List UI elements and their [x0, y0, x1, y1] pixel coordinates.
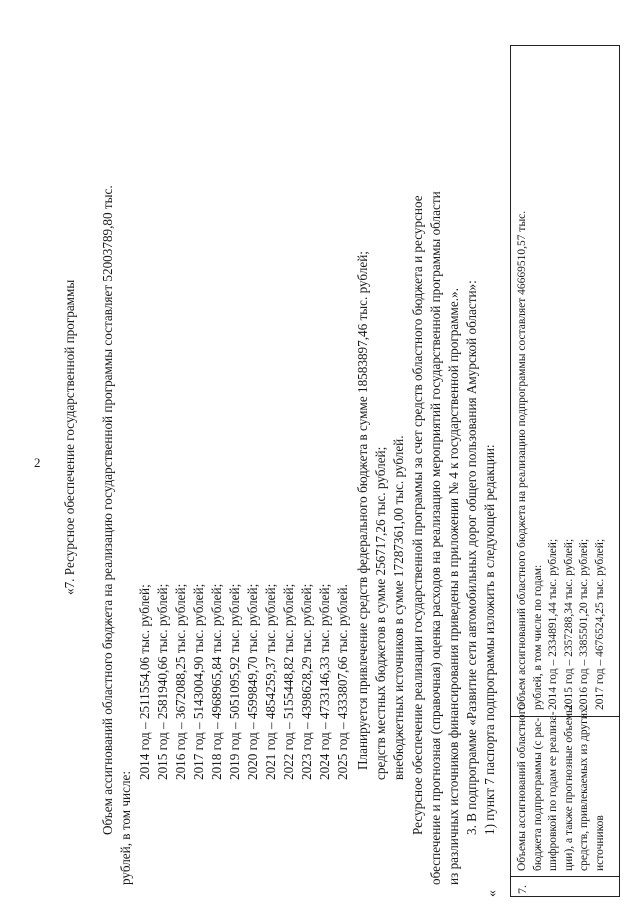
table-label-cell: [511, 704, 619, 876]
table-label-line: бюджета подпрограммы (с рас-: [531, 717, 544, 871]
table-value-line: Объем ассигнований областного бюджета на реализацию подпрограммы составляет 46669510,57 тыс.: [516, 210, 528, 710]
year-line: 2022 год – 5155448,82 тыс. рублей;: [281, 583, 296, 780]
resource-paragraph-2: обеспечение и прогнозная (справочная) оценка расходов на реализацию мероприятий государственной программы области: [428, 191, 443, 885]
year-line: 2023 год – 4398628,29 тыс. рублей;: [299, 583, 314, 780]
year-line: 2025 год – 4333807,66 тыс. рублей.: [335, 584, 350, 780]
table-value-line: 2015 год – 2357288,34 тыс. рублей;: [562, 538, 575, 710]
item-3-1: 1) пункт 7 паспорта подпрограммы изложить в следующей редакции:: [482, 444, 497, 835]
table-value-cell: [511, 46, 619, 716]
table-label-line: Объемы ассигнований областного: [516, 704, 528, 871]
intro-line-1: Объем ассигнований областного бюджета на реализацию государственной программы составляет 52003789,80 тыс.: [100, 185, 115, 835]
section-title: «7. Ресурсное обеспечение государственной программы: [62, 279, 77, 595]
resource-paragraph-3: из различных источников финансирования приведены в приложении № 4 к государственной программе.».: [446, 288, 461, 885]
table-label-line: средств, привлекаемых из других: [578, 707, 590, 871]
year-line: 2018 год – 4968965,84 тыс. рублей;: [209, 583, 224, 780]
federal-line: Планируется привлечение средств федерального бюджета в сумме 18583897,46 тыс. рублей;: [355, 251, 370, 770]
year-line: 2021 год – 4854259,37 тыс. рублей;: [263, 583, 278, 780]
resource-paragraph-1: Ресурсное обеспечение реализации государственной программы за счет средств областного бюджета и ресурсное: [410, 195, 425, 835]
year-line: 2024 год – 4733146,33 тыс. рублей;: [317, 583, 332, 780]
local-line: средств местных бюджетов в сумме 256717,26 тыс. рублей;: [373, 446, 388, 780]
year-line: 2017 год – 5143004,90 тыс. рублей;: [191, 583, 206, 780]
table-label-line: ции), а также прогнозные объемы: [562, 705, 575, 871]
year-line: 2019 год – 5051095,92 тыс. рублей;: [227, 583, 242, 780]
quote-open-mark: «: [485, 890, 500, 897]
table-label-line: источников: [593, 815, 606, 871]
table-value-line: 2017 год – 4676524,25 тыс. рублей;: [593, 538, 606, 710]
year-line: 2016 год – 3672088,25 тыс. рублей;: [173, 583, 188, 780]
intro-line-2: рублей, в том числе:: [118, 770, 133, 885]
item-3: 3. В подпрограмме «Развитие сети автомобильных дорог общего пользования Амурской области»:: [464, 280, 479, 835]
year-line: 2020 год – 4599849,70 тыс. рублей;: [245, 583, 260, 780]
passport-table: [510, 45, 620, 897]
table-value-line: рублей, в том числе по годам:: [531, 564, 544, 710]
table-value-line: 2014 год – 2334891,44 тыс. рублей;: [547, 538, 559, 710]
table-row-number: 7.: [511, 876, 619, 896]
table-value-line: 2016 год – 3385501,20 тыс. рублей;: [578, 538, 590, 710]
table-label-line: шифровкой по годам ее реализа-: [547, 711, 559, 871]
page-number: 2: [34, 455, 41, 470]
year-line: 2014 год – 2511554,06 тыс. рублей;: [137, 584, 152, 780]
year-line: 2015 год – 2581940,66 тыс. рублей;: [155, 583, 170, 780]
extra-line: внебюджетных источников в сумме 17287361,00 тыс. рублей.: [391, 435, 406, 780]
